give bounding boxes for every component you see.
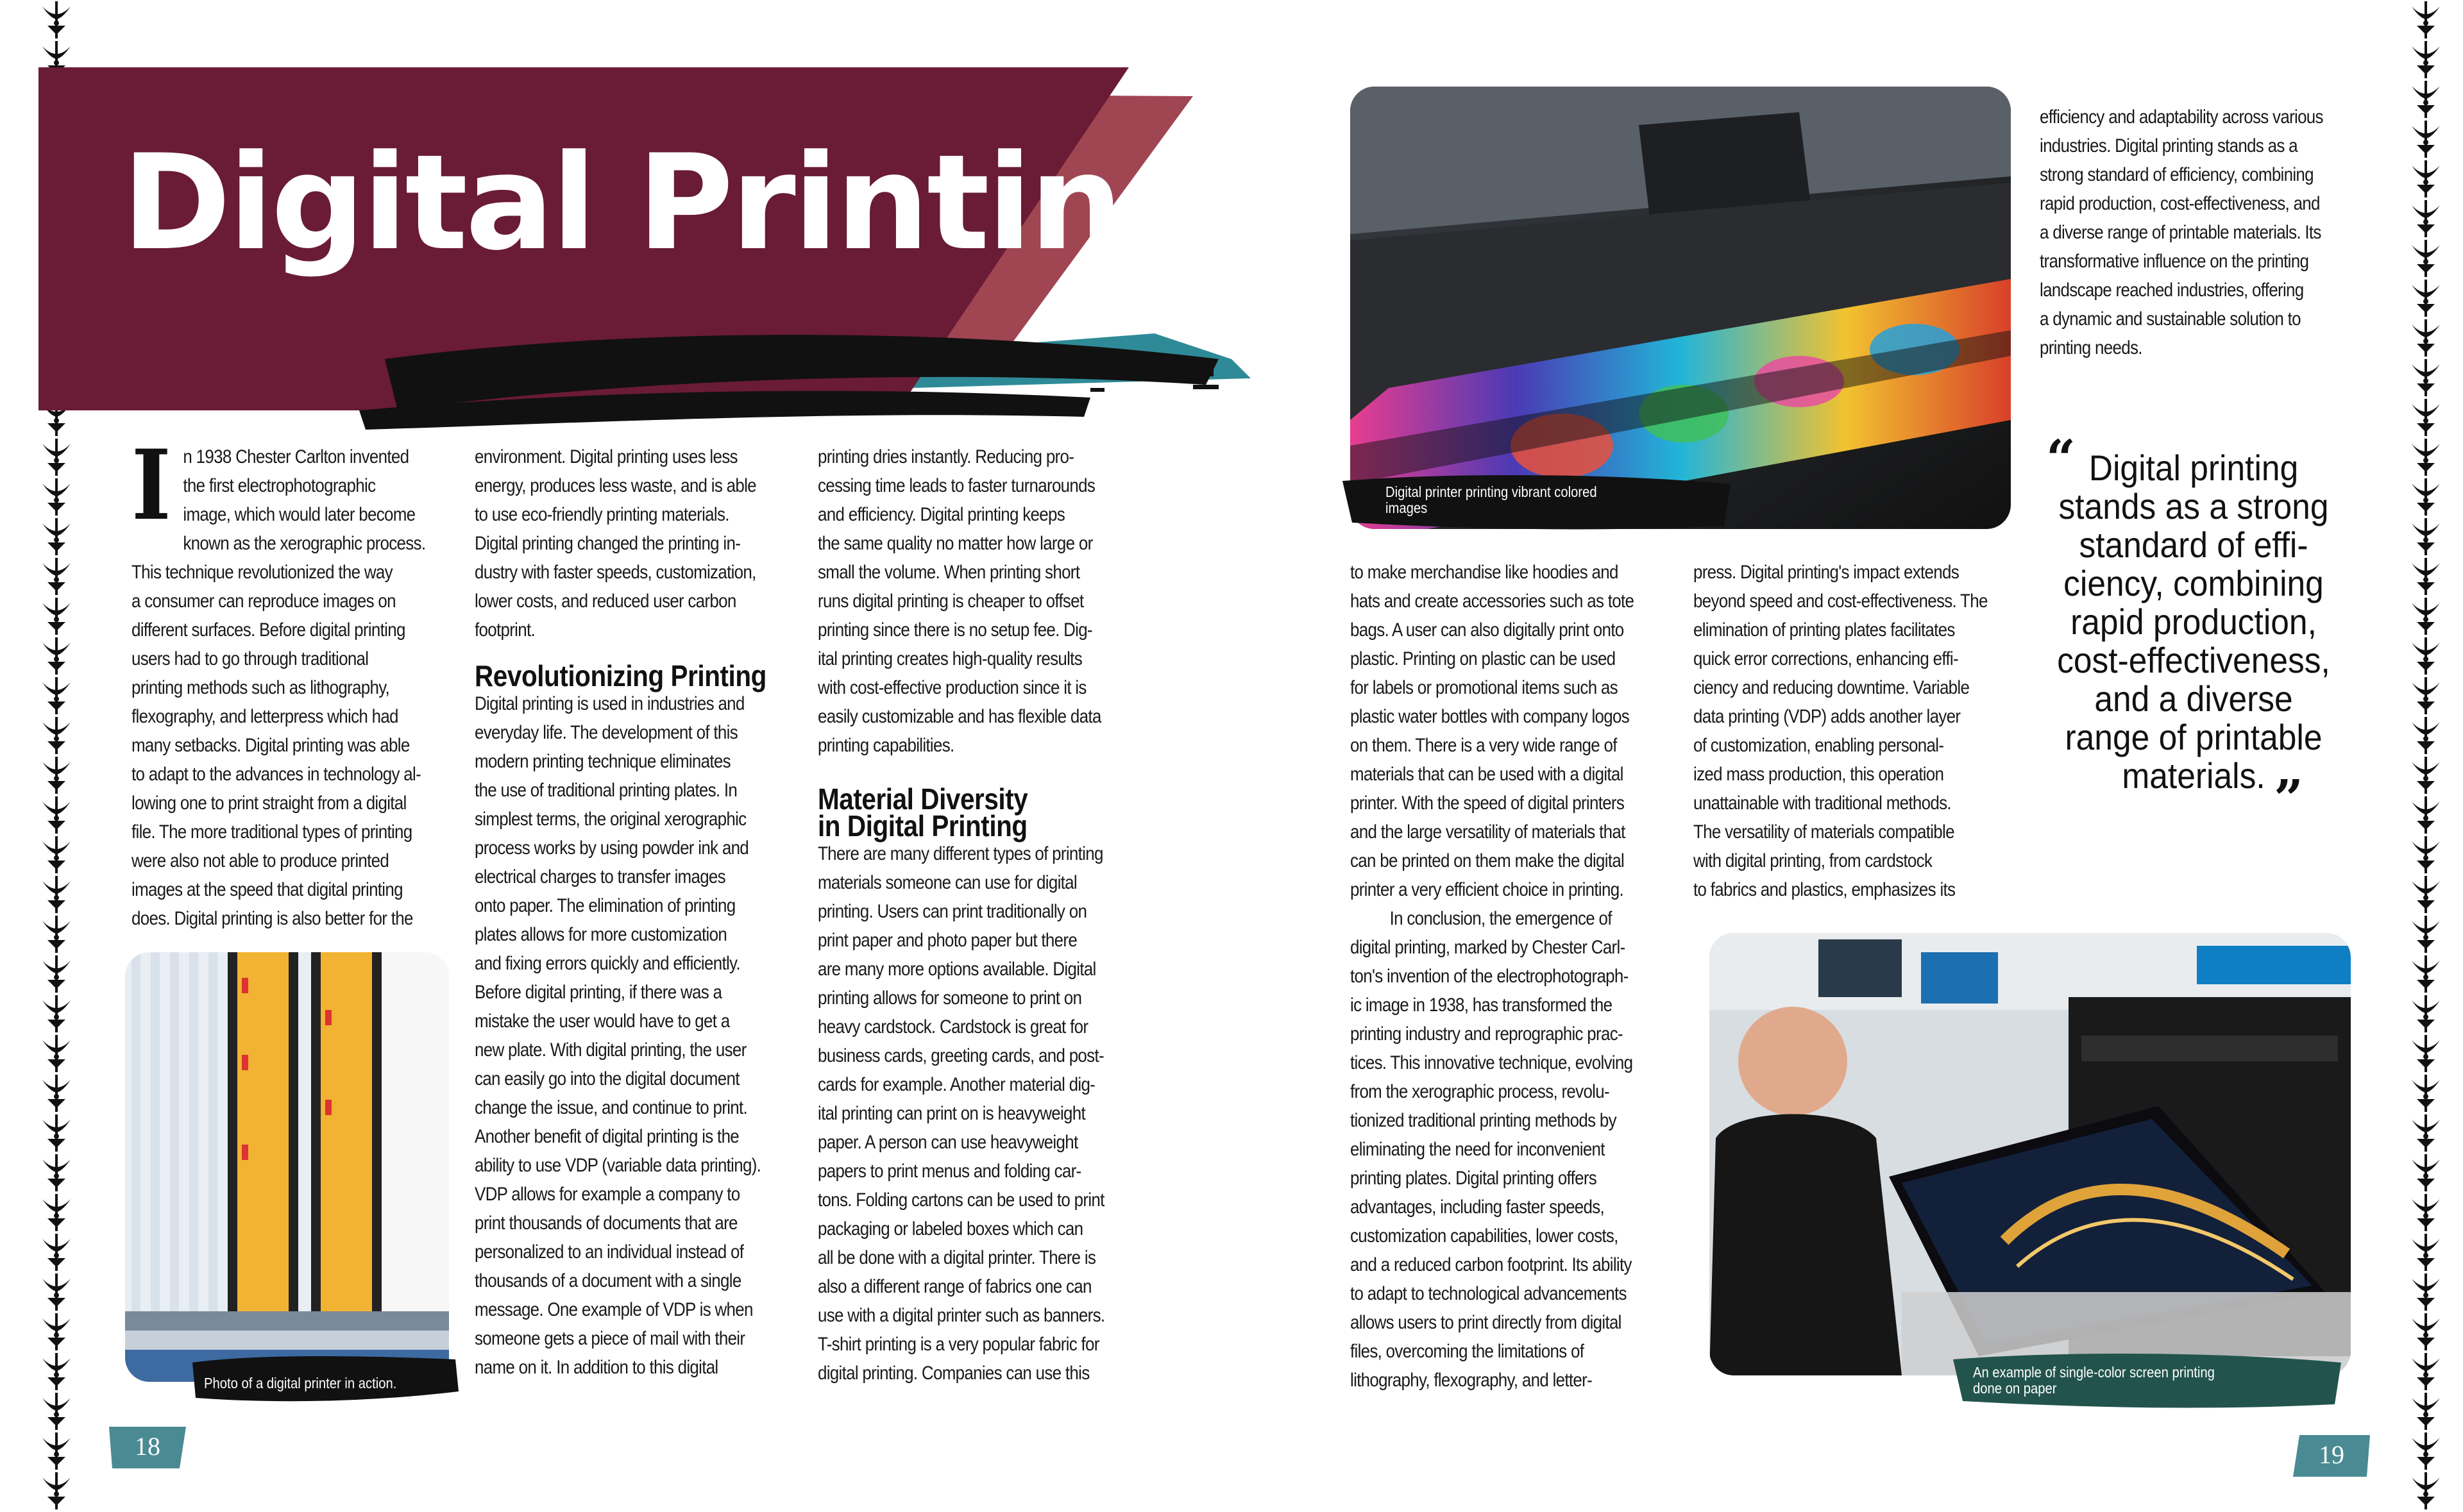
col4-line: lithography, flexography, and letter-: [1350, 1370, 1593, 1391]
col3-line: are many more options available. Digital: [818, 959, 1096, 980]
pull-quote: [2040, 449, 2347, 795]
col3-line: small the volume. When printing short: [818, 562, 1080, 583]
col3-line: digital printing. Companies can use this: [818, 1363, 1090, 1384]
col2-line: can easily go into the digital document: [475, 1068, 740, 1089]
col5-line: data printing (VDP) adds another layer: [1693, 706, 1961, 727]
quote-line: range of printable: [2065, 717, 2323, 757]
col2-line: footprint.: [475, 619, 535, 641]
col1-line: users had to go through traditional: [131, 648, 369, 669]
col4-line: hats and create accessories such as tote: [1350, 591, 1634, 612]
col1-line: n 1938 Chester Carlton invented: [183, 446, 409, 467]
col5-line: The versatility of materials compatible: [1693, 821, 1954, 843]
col4-line: tices. This innovative technique, evolving: [1350, 1052, 1633, 1073]
col5-line: to fabrics and plastics, emphasizes its: [1693, 879, 1956, 900]
drop-cap: I: [131, 429, 171, 542]
col3-line: print paper and photo paper but there: [818, 930, 1078, 951]
right-column-5: [1693, 558, 1992, 904]
page-title: Digital Printing: [122, 127, 1212, 280]
col4-line: plastic water bottles with company logos: [1350, 706, 1630, 727]
col4-line: printing industry and reprographic prac-: [1350, 1023, 1623, 1045]
col5-line: unattainable with traditional methods.: [1693, 793, 1951, 814]
col1-line: different surfaces. Before digital printing: [131, 619, 405, 641]
col3-line: runs digital printing is cheaper to offset: [818, 591, 1084, 612]
man-with-print-image: [1709, 933, 2351, 1375]
top-caption-line1: Digital printer printing vibrant colored: [1385, 483, 1597, 500]
open-quote-mark: “: [2046, 428, 2076, 489]
col3-line: use with a digital printer such as banners.: [818, 1305, 1105, 1326]
top-right-line: rapid production, cost-effectiveness, and: [2040, 193, 2320, 214]
col3-line: cessing time leads to faster turnarounds: [818, 475, 1096, 496]
col3-line: all be done with a digital printer. There is: [818, 1247, 1096, 1268]
col3-line: heavy cardstock. Cardstock is great for: [818, 1016, 1088, 1037]
col4-line: printer. With the speed of digital printers: [1350, 793, 1625, 814]
col2-line: lower costs, and reduced user carbon: [475, 591, 736, 612]
top-caption-line2: images: [1385, 500, 1428, 516]
col4-line: ton's invention of the electrophotograph-: [1350, 966, 1629, 987]
col1-line: many setbacks. Digital printing was able: [131, 735, 410, 756]
ornament-pattern-right: [2407, 0, 2445, 1512]
top-photo-caption: [1385, 484, 1597, 516]
col2-line: process works by using powder ink and: [475, 837, 749, 859]
col3-line: T-shirt printing is a very popular fabric for: [818, 1334, 1099, 1355]
col2-line: energy, produces less waste, and is able: [475, 475, 756, 496]
col5-line: with digital printing, from cardstock: [1693, 850, 1933, 871]
col3-line: printing capabilities.: [818, 735, 954, 756]
col2-line: name on it. In addition to this digital: [475, 1357, 718, 1378]
col4-line: to adapt to technological advancements: [1350, 1283, 1627, 1304]
col4-line: printing plates. Digital printing offers: [1350, 1168, 1597, 1189]
bottom-caption-line1: An example of single-color screen printing: [1973, 1364, 2215, 1381]
col2-line: print thousands of documents that are: [475, 1213, 738, 1234]
col3-line: tons. Folding cartons can be used to print: [818, 1189, 1105, 1211]
top-right-line: a diverse range of printable materials. Its: [2040, 222, 2321, 243]
col4-line: eliminating the need for inconvenient: [1350, 1139, 1605, 1160]
col3-line: easily customizable and has flexible data: [818, 706, 1101, 727]
quote-line: cost-effectiveness,: [2057, 640, 2330, 680]
section-heading-revolutionizing: Revolutionizing Printing: [475, 659, 766, 693]
col5-line: quick error corrections, enhancing effi-: [1693, 648, 1958, 669]
col5-line: ized mass production, this operation: [1693, 764, 1944, 785]
col4-line: customization capabilities, lower costs,: [1350, 1225, 1618, 1247]
col5-line: elimination of printing plates facilitates: [1693, 619, 1955, 641]
vibrant-printer-photo: [1350, 87, 2011, 529]
left-column-2: [475, 442, 774, 1382]
col3-line: printing. Users can print traditionally on: [818, 901, 1087, 922]
col4-line: materials that can be used with a digital: [1350, 764, 1623, 785]
col1-line: This technique revolutionized the way: [131, 562, 393, 583]
col2-line: personalized to an individual instead of: [475, 1241, 744, 1263]
col4-line: files, overcoming the limitations of: [1350, 1341, 1584, 1362]
col3-line: printing dries instantly. Reducing pro-: [818, 446, 1074, 467]
section-heading-material-line1: Material Diversity: [818, 782, 1028, 816]
large-format-printer-image: [1350, 87, 2011, 529]
col1-line: lowing one to print straight from a digital: [131, 793, 407, 814]
quote-line: materials.: [2122, 755, 2265, 796]
col5-line: press. Digital printing's impact extends: [1693, 562, 1959, 583]
col4-line: from the xerographic process, revolu-: [1350, 1081, 1609, 1102]
col4-line: can be printed on them make the digital: [1350, 850, 1625, 871]
quote-line: standard of effi-: [2079, 525, 2308, 565]
quote-line: Digital printing: [2088, 448, 2299, 488]
col3-line: There are many different types of printing: [818, 843, 1103, 864]
col3-line: papers to print menus and folding car-: [818, 1161, 1081, 1182]
col2-line: Digital printing is used in industries and: [475, 693, 745, 714]
col1-line: a consumer can reproduce images on: [131, 591, 396, 612]
col3-line: packaging or labeled boxes which can: [818, 1218, 1083, 1239]
col1-line: does. Digital printing is also better for the: [131, 908, 413, 929]
col2-line: Another benefit of digital printing is the: [475, 1126, 740, 1147]
col4-line: ic image in 1938, has transformed the: [1350, 995, 1612, 1016]
col2-line: Before digital printing, if there was a: [475, 982, 722, 1003]
col3-line: cards for example. Another material dig-: [818, 1074, 1096, 1095]
right-column-4: [1350, 558, 1649, 1395]
left-photo-caption: Photo of a digital printer in action.: [204, 1375, 397, 1391]
col3-line: with cost-effective production since it is: [818, 677, 1087, 698]
section-heading-material-line2: in Digital Printing: [818, 809, 1028, 843]
col4-line: In conclusion, the emergence of: [1389, 908, 1612, 929]
top-right-line: industries. Digital printing stands as a: [2040, 135, 2298, 156]
col3-line: business cards, greeting cards, and post-: [818, 1045, 1104, 1066]
col2-line: someone gets a piece of mail with their: [475, 1328, 745, 1349]
col1-line: the first electrophotographic: [183, 475, 376, 496]
col2-line: everyday life. The development of this: [475, 722, 738, 743]
col2-line: simplest terms, the original xerographic: [475, 809, 747, 830]
left-column-1: [131, 429, 430, 933]
col4-line: bags. A user can also digitally print onto: [1350, 619, 1624, 641]
top-right-line: printing needs.: [2040, 337, 2142, 358]
col2-line: electrical charges to transfer images: [475, 866, 725, 887]
col4-line: on them. There is a very wide range of: [1350, 735, 1617, 756]
col3-line: printing allows for someone to print on: [818, 987, 1082, 1009]
col1-line: file. The more traditional types of printing: [131, 821, 412, 843]
col3-line: printing since there is no setup fee. Dig-: [818, 619, 1092, 641]
col3-line: and efficiency. Digital printing keeps: [818, 504, 1065, 525]
col4-line: and a reduced carbon footprint. Its ability: [1350, 1254, 1632, 1275]
col5-line: of customization, enabling personal-: [1693, 735, 1944, 756]
right-ornament-border: [2407, 0, 2445, 1512]
close-quote-mark: ”: [2274, 768, 2304, 828]
top-right-line: landscape reached industries, offering: [2040, 280, 2304, 301]
col4-line: plastic. Printing on plastic can be used: [1350, 648, 1616, 669]
col4-line: for labels or promotional items such as: [1350, 677, 1618, 698]
col3-line: the same quality no matter how large or: [818, 533, 1093, 554]
bottom-caption-line2: done on paper: [1973, 1380, 2057, 1397]
col2-line: and fixing errors quickly and efficiently.: [475, 953, 740, 974]
col3-line: ital printing can print on is heavyweight: [818, 1103, 1086, 1124]
col2-line: change the issue, and continue to print.: [475, 1097, 748, 1118]
printer-action-photo: [125, 952, 449, 1382]
col2-line: mistake the user would have to get a: [475, 1011, 730, 1032]
top-right-line: strong standard of efficiency, combining: [2040, 164, 2314, 185]
quote-line: rapid production,: [2070, 601, 2317, 642]
col4-line: printer a very efficient choice in printing.: [1350, 879, 1623, 900]
col1-line: image, which would later become: [183, 504, 416, 525]
col2-line: plates allows for more customization: [475, 924, 727, 945]
col2-line: environment. Digital printing uses less: [475, 446, 738, 467]
col1-line: to adapt to the advances in technology al-: [131, 764, 421, 785]
col2-line: modern printing technique eliminates: [475, 751, 731, 772]
col2-line: VDP allows for example a company to: [475, 1184, 740, 1205]
screen-printing-photo: [1709, 933, 2351, 1375]
quote-line: and a diverse: [2094, 678, 2293, 719]
col1-line: images at the speed that digital printing: [131, 879, 403, 900]
col3-line: paper. A person can use heavyweight: [818, 1132, 1078, 1153]
col2-line: dustry with faster speeds, customization,: [475, 562, 756, 583]
quote-line: ciency, combining: [2063, 563, 2324, 603]
col2-line: thousands of a document with a single: [475, 1270, 741, 1291]
col1-line: printing methods such as lithography,: [131, 677, 390, 698]
col2-line: to use eco-friendly printing materials.: [475, 504, 729, 525]
quote-line: stands as a strong: [2058, 486, 2329, 526]
col4-line: tionized traditional printing methods by: [1350, 1110, 1616, 1131]
col2-line: new plate. With digital printing, the user: [475, 1039, 747, 1061]
col3-line: also a different range of fabrics one can: [818, 1276, 1092, 1297]
page-number-right: 19: [2319, 1440, 2344, 1469]
top-right-line: a dynamic and sustainable solution to: [2040, 308, 2301, 330]
bottom-photo-caption: [1973, 1365, 2215, 1397]
col2-line: onto paper. The elimination of printing: [475, 895, 736, 916]
top-right-line: efficiency and adaptability across various: [2040, 106, 2323, 128]
col4-line: to make merchandise like hoodies and: [1350, 562, 1618, 583]
col3-line: ital printing creates high-quality results: [818, 648, 1082, 669]
col2-line: ability to use VDP (variable data printing).: [475, 1155, 761, 1176]
col4-line: advantages, including faster speeds,: [1350, 1197, 1605, 1218]
col5-line: ciency and reducing downtime. Variable: [1693, 677, 1970, 698]
col1-line: known as the xerographic process.: [183, 533, 426, 554]
printer-rollers-image: [125, 952, 449, 1382]
col1-line: were also not able to produce printed: [131, 850, 389, 871]
top-right-line: transformative influence on the printing: [2040, 251, 2309, 272]
col2-line: message. One example of VDP is when: [475, 1299, 753, 1320]
col5-line: beyond speed and cost-effectiveness. The: [1693, 591, 1988, 612]
col4-line: digital printing, marked by Chester Carl-: [1350, 937, 1625, 958]
col4-line: allows users to print directly from digital: [1350, 1312, 1621, 1333]
page-number-left: 18: [135, 1432, 160, 1461]
col2-line: Digital printing changed the printing in-: [475, 533, 741, 554]
right-top-column: [2040, 103, 2339, 362]
col3-line: materials someone can use for digital: [818, 872, 1077, 893]
col1-line: flexography, and letterpress which had: [131, 706, 398, 727]
col2-line: the use of traditional printing plates. In: [475, 780, 738, 801]
col4-line: and the large versatility of materials that: [1350, 821, 1625, 843]
left-column-3: [818, 442, 1117, 1388]
